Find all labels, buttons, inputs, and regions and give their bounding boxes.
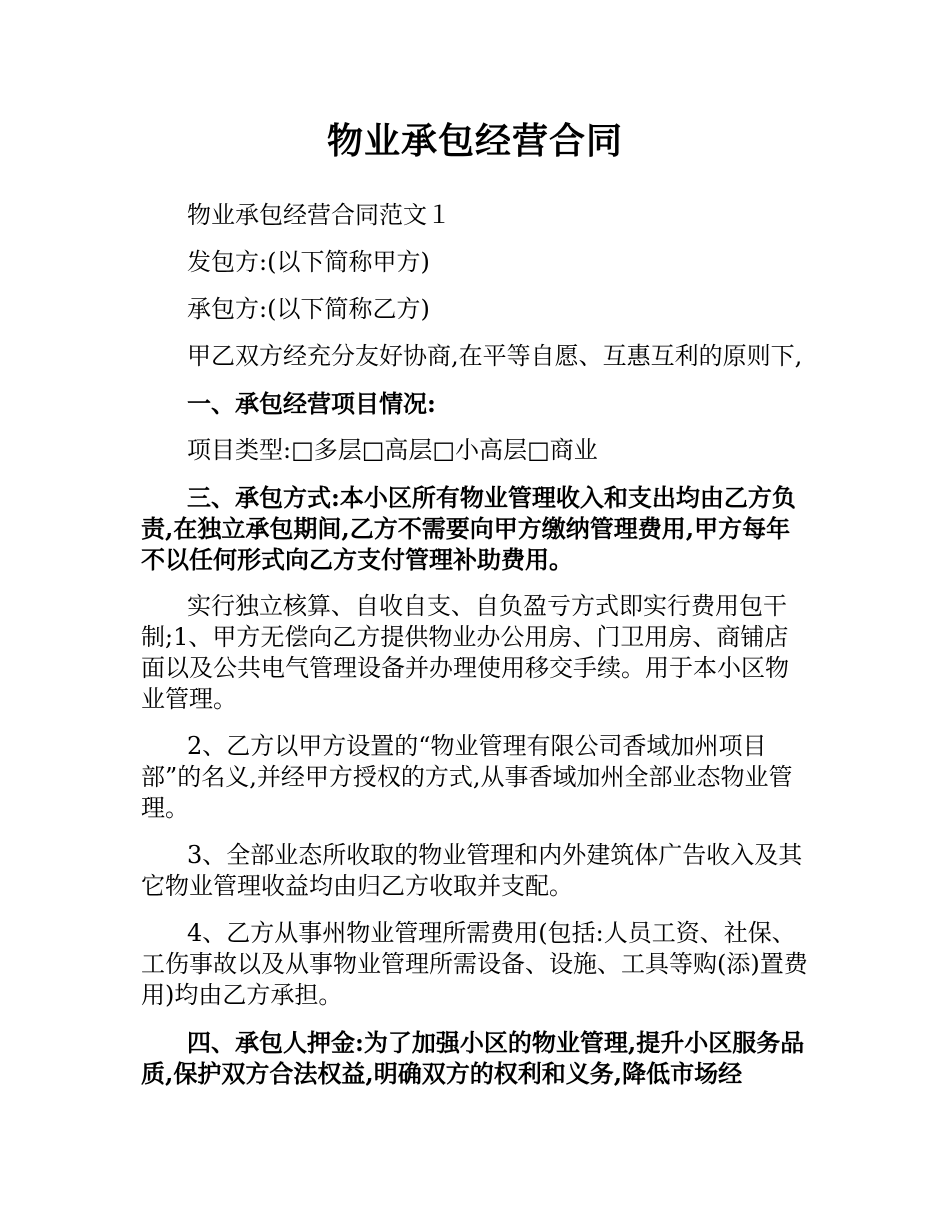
document-body — [141, 200, 811, 1105]
section-deposit: 四、承包人押金:为了加强小区的物业管理,提升小区服务品质,保护双方合法权益,明确双方的权利和义务,降低市场经 — [141, 1028, 805, 1088]
paragraph-contract-sample-heading: 物业承包经营合同范文１ — [187, 201, 451, 229]
paragraph-clause-3: 3、全部业态所收取的物业管理和内外建筑体广告收入及其它物业管理收益均由归乙方收取并支配。 — [141, 841, 803, 900]
section-contract-method: 三、承包方式:本小区所有物业管理收入和支出均由乙方负责,在独立承包期间,乙方不需要向甲方缴纳管理费用,甲方每年不以任何形式向乙方支付管理补助费用。 — [141, 483, 796, 574]
paragraph-project-type: 项目类型:□多层□高层□小高层□商业 — [187, 436, 598, 464]
section-heading-project-info: 一、承包经营项目情况: — [187, 389, 436, 418]
paragraph-preamble: 甲乙双方经充分友好协商,在平等自愿、互惠互利的原则下, — [187, 342, 803, 370]
document-title: 物业承包经营合同 — [326, 120, 623, 162]
paragraph-clause-1: 实行独立核算、自收自支、自负盈亏方式即实行费用包干制;1、甲方无偿向乙方提供物业办公用房、门卫用房、商铺店面以及公共电气管理设备并办理使用移交手续。用于本小区物业管理。 — [141, 592, 789, 713]
paragraph-clause-2: 2、乙方以甲方设置的“物业管理有限公司香域加州项目部”的名义,并经甲方授权的方式,从事香域加州全部业态物业管理。 — [141, 732, 793, 822]
paragraph-party-a: 发包方:(以下简称甲方) — [187, 248, 430, 276]
paragraph-party-b: 承包方:(以下简称乙方) — [187, 295, 430, 323]
paragraph-clause-4: 4、乙方从事州物业管理所需费用(包括:人员工资、社保、工伤事故以及从事物业管理所需设备、设施、工具等购(添)置费用)均由乙方承担。 — [141, 919, 808, 1009]
